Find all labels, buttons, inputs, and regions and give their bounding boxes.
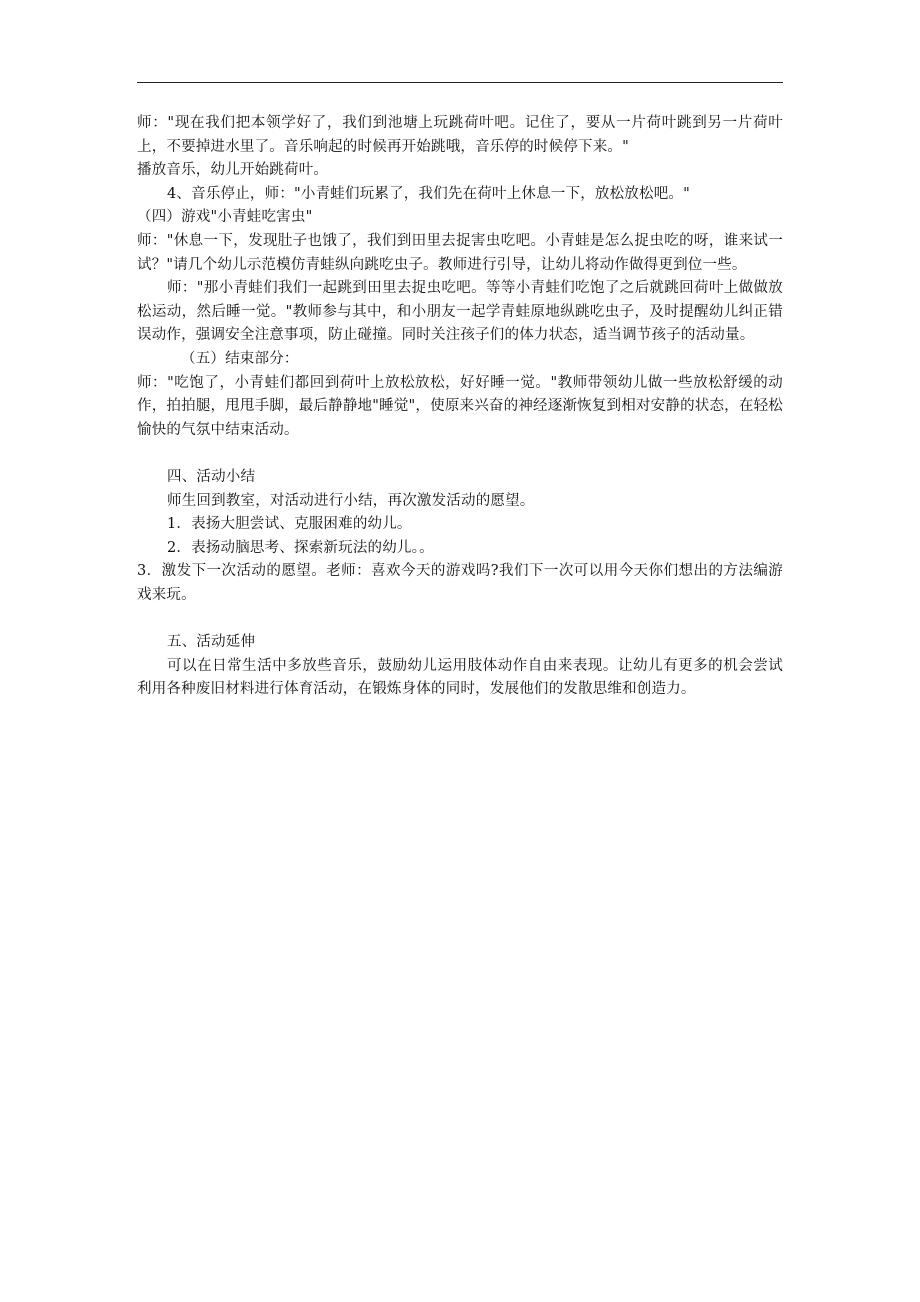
section-heading-ending: （五）结束部分： [181,350,299,367]
list-item-1: 1．表扬大胆尝试、克服困难的幼儿。 [167,516,412,533]
paragraph-play-music: 播放音乐，幼儿开始跳荷叶。 [137,162,329,179]
list-item-3: 3．激发下一次活动的愿望。老师：喜欢今天的游戏吗?我们下一次可以用今天你们想出的方法编游戏来玩。 [137,563,783,603]
paragraph-teacher-ending: 师："吃饱了，小青蛙们都回到荷叶上放松放松，好好睡一觉。"教师带领幼儿做一些放松舒缓的动作，拍拍腿，甩甩手脚，最后静静地"睡觉"，使原来兴奋的神经逐渐恢复到相对安静的状态，在轻松愉快的气氛中结束活动。 [137,374,783,438]
section-heading-game: （四）游戏"小青蛙吃害虫" [137,209,313,226]
header-rule [137,82,783,83]
blank-line [137,607,783,631]
paragraph-step-4: 4、音乐停止，师："小青蛙们玩累了，我们先在荷叶上休息一下，放松放松吧。" [167,185,690,202]
list-item-2: 2．表扬动脑思考、探索新玩法的幼儿。。 [167,539,434,556]
paragraph-teacher-lotus-game: 师："现在我们把本领学好了，我们到池塘上玩跳荷叶吧。记住了，要从一片荷叶跳到另一片荷叶上，不要掉进水里了。音乐响起的时候再开始跳哦，音乐停的时候停下来。" [137,115,783,155]
document-body [137,112,783,702]
paragraph-extension: 可以在日常生活中多放些音乐，鼓励幼儿运用肢体动作自由来表现。让幼儿有更多的机会尝试利用各种废旧材料进行体育活动，在锻炼身体的同时，发展他们的发散思维和创造力。 [137,657,783,698]
blank-line [137,442,783,466]
paragraph-teacher-catch-bugs: 师："那小青蛙们我们一起跳到田里去捉虫吃吧。等等小青蛙们吃饱了之后就跳回荷叶上做做放松运动，然后睡一觉。"教师参与其中，和小朋友一起学青蛙原地纵跳吃虫子，及时提醒幼儿纠正错误动作，强调安全注意事项，防止碰撞。同时关注孩子们的体力状态，适当调节孩子的活动量。 [137,280,783,344]
paragraph-summary-intro: 师生回到教室，对活动进行小结，再次激发活动的愿望。 [167,492,535,509]
section-heading-summary: 四、活动小结 [167,468,256,485]
section-heading-extension: 五、活动延伸 [167,634,256,651]
paragraph-teacher-rest: 师："休息一下，发现肚子也饿了，我们到田里去捉害虫吃吧。小青蛙是怎么捉虫吃的呀，谁来试一试？"请几个幼儿示范模仿青蛙纵向跳吃虫子。教师进行引导，让幼儿将动作做得更到位一些。 [137,232,783,273]
